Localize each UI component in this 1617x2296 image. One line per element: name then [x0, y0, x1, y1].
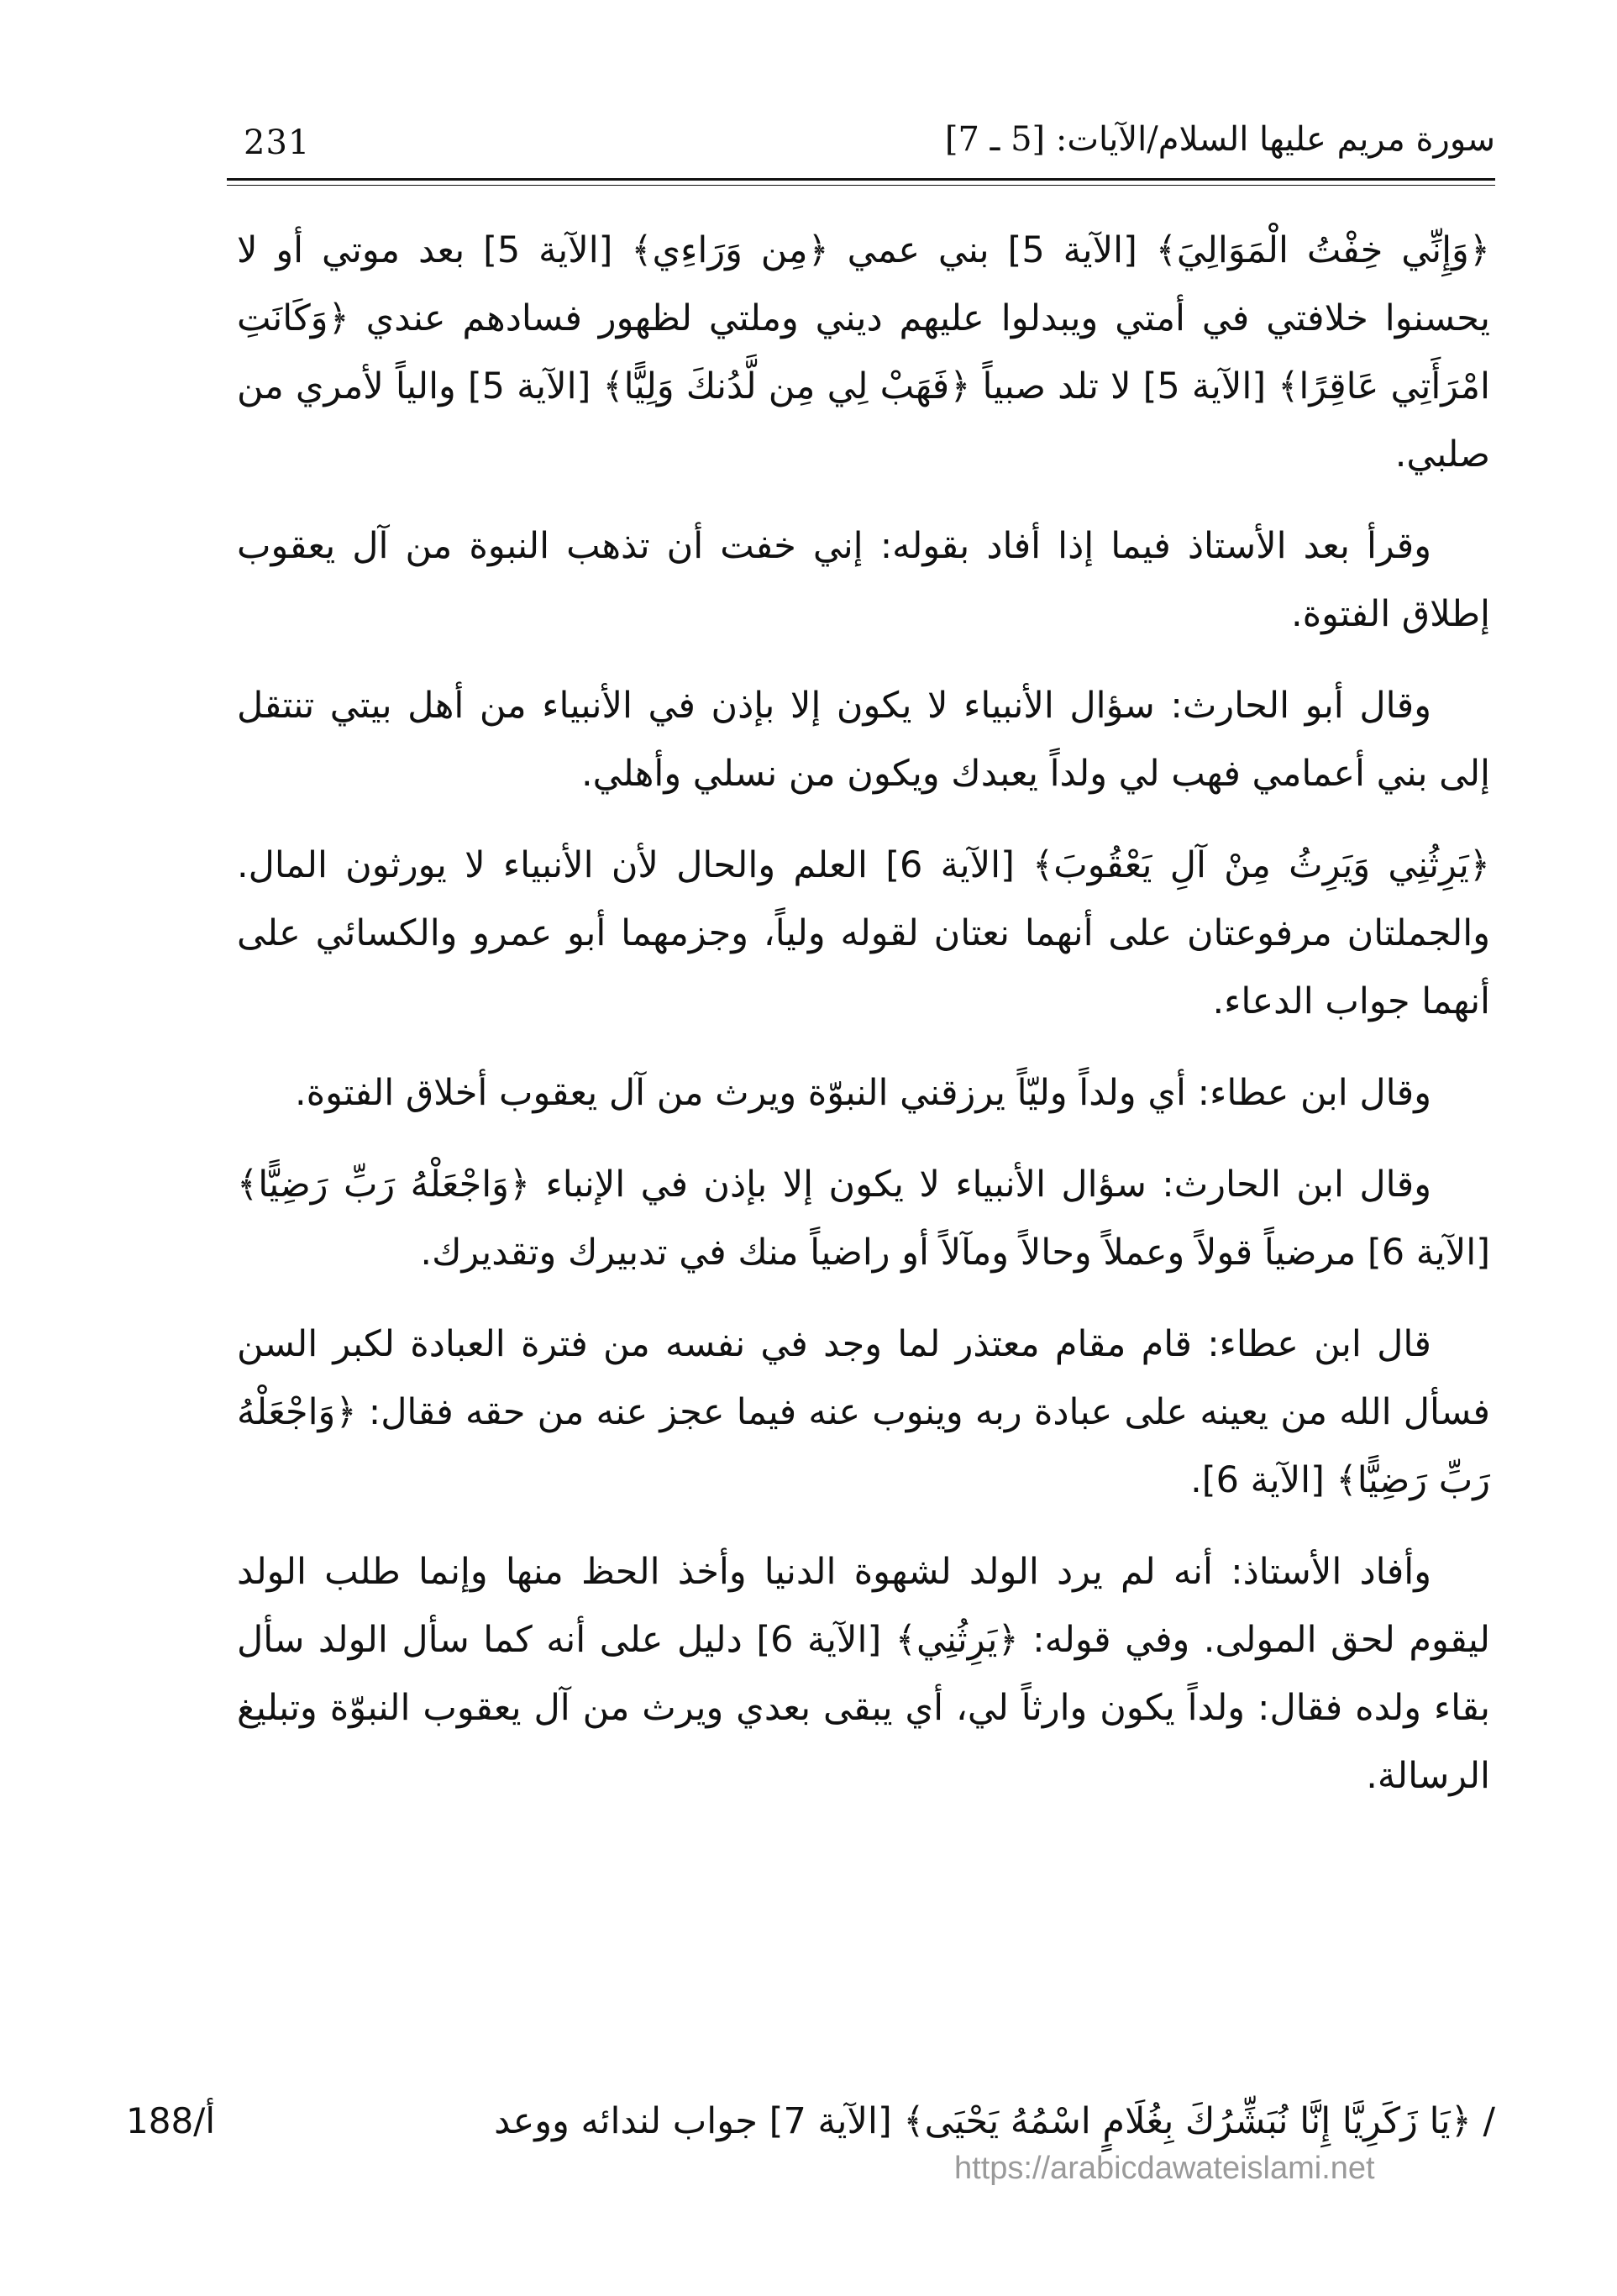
- paragraph: ﴿يَرِثُنِي وَيَرِثُ مِنْ آلِ يَعْقُوبَ﴾ [الآية 6] العلم والحال لأن الأنبياء لا يورثون المال. والجملتان مرفوعتان على أنهما نعتان لقوله ولياً، وجزمهما أبو عمرو والكسائي على أنهما جواب الدعاء.: [237, 844, 1490, 1022]
- paragraph: وقال ابن عطاء: أي ولداً وليّاً يرزقني النبوّة ويرث من آل يعقوب أخلاق الفتوة.: [294, 1072, 1431, 1114]
- paragraph: ﴿وَإِنِّي خِفْتُ الْمَوَالِيَ﴾ [الآية 5] بني عمي ﴿مِن وَرَاءِي﴾ [الآية 5] بعد موتي أو لا يحسنوا خلافتي في أمتي ويبدلوا عليهم ديني وملتي لظهور فسادهم عندي ﴿وَكَانَتِ امْرَأَتِي عَاقِرًا﴾ [الآية 5] لا تلد صبياً ﴿فَهَبْ لِي مِن لَّدُنكَ وَلِيًّا﴾ [الآية 5] والياً لأمري من صلبي.: [237, 229, 1490, 475]
- paragraph: وقال أبو الحارث: سؤال الأنبياء لا يكون إلا بإذن في الأنبياء من أهل بيتي تنتقل إلى بني أعمامي فهب لي ولداً يعبدك ويكون من نسلي وأهلي.: [237, 685, 1490, 795]
- page-number: 231: [244, 123, 311, 162]
- paragraph: قال ابن عطاء: قام مقام معتذر لما وجد في نفسه من فترة العبادة لكبر السن فسأل الله من يعينه على عبادة ربه وينوب عنه فيما عجز عنه من حقه فقال: ﴿وَاجْعَلْهُ رَبِّ رَضِيًّا﴾ [الآية 6].: [237, 1323, 1490, 1501]
- paragraph: وقال ابن الحارث: سؤال الأنبياء لا يكون إلا بإذن في الإنباء ﴿وَاجْعَلْهُ رَبِّ رَضِيًّا﴾ [الآية 6] مرضياً قولاً وعملاً وحالاً ومآلاً أو راضياً منك في تدبيرك وتقديرك.: [237, 1164, 1490, 1274]
- paragraph: وقرأ بعد الأستاذ فيما إذا أفاد بقوله: إني خفت أن تذهب النبوة من آل يعقوب إطلاق الفتوة.: [237, 525, 1490, 635]
- margin-note: 188/أ: [126, 2100, 215, 2141]
- footer-line: [126, 2092, 1495, 2151]
- running-title: سورة مريم عليها السلام/الآيات: [5 ـ 7]: [944, 120, 1495, 159]
- page-header: [227, 113, 1495, 181]
- watermark-url: https://arabicdawateislami.net: [954, 2151, 1375, 2186]
- body-text: [237, 217, 1490, 1834]
- footer-text: / ﴿يَا زَكَرِيَّا إِنَّا نُبَشِّرُكَ بِغُلَامٍ اسْمُهُ يَحْيَى﴾ [الآية 7] جواب لندائه ووعد: [494, 2100, 1495, 2142]
- header-rule-thin: [227, 185, 1495, 186]
- header-rule: [227, 178, 1495, 181]
- paragraph: وأفاد الأستاذ: أنه لم يرد الولد لشهوة الدنيا وأخذ الحظ منها وإنما طلب الولد ليقوم لحق المولى. وفي قوله: ﴿يَرِثُنِي﴾ [الآية 6] دليل على أنه كما سأل الولد سأل بقاء ولده فقال: ولداً يكون وارثاً لي، أي يبقى بعدي ويرث من آل يعقوب النبوّة وتبليغ الرسالة.: [237, 1551, 1490, 1797]
